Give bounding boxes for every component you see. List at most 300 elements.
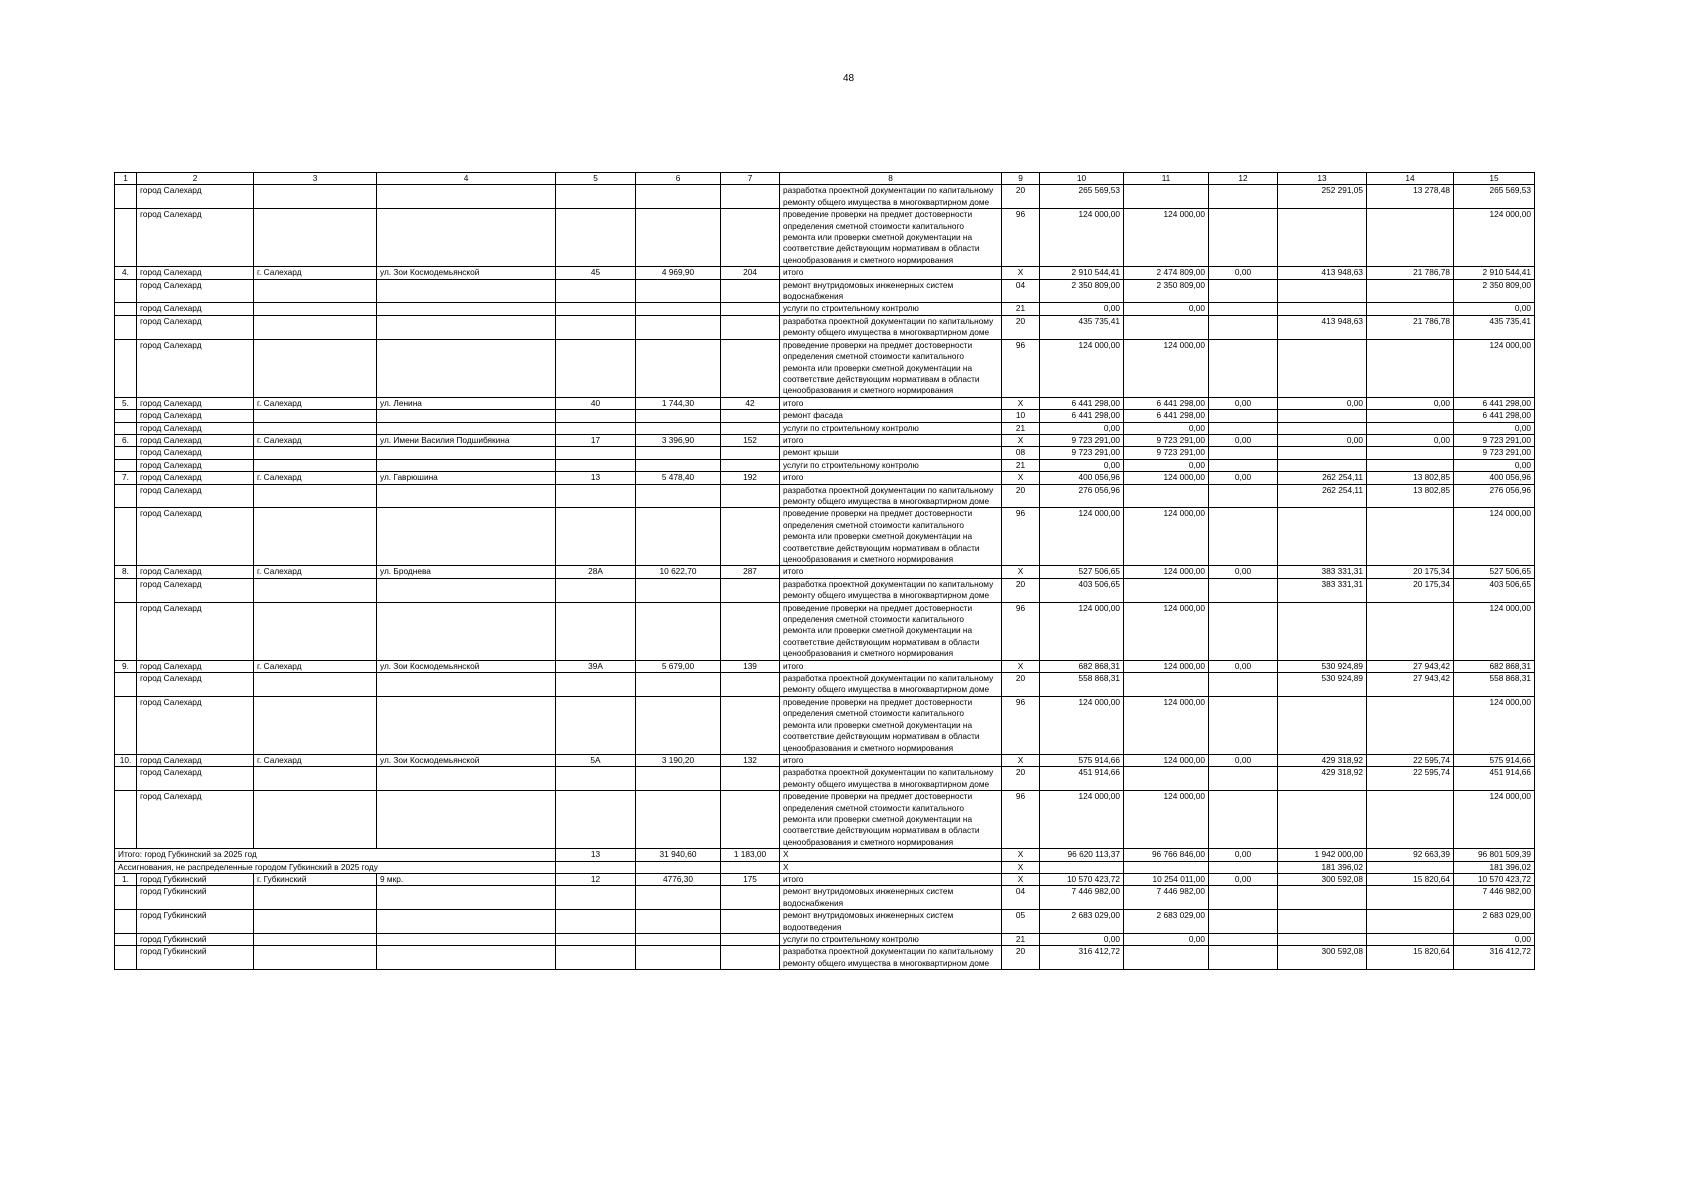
table-cell <box>115 303 137 315</box>
table-cell: 7. <box>115 472 137 484</box>
table-cell: 0,00 <box>1278 434 1367 446</box>
table-cell: 0,00 <box>1040 934 1124 946</box>
table-cell <box>254 315 377 339</box>
table-cell <box>1124 946 1209 970</box>
table-row <box>115 484 1535 508</box>
table-cell: 124 000,00 <box>1454 696 1535 754</box>
table-cell <box>636 279 721 303</box>
table-cell: 124 000,00 <box>1040 696 1124 754</box>
table-cell: 20 <box>1002 185 1040 209</box>
table-row <box>115 946 1535 970</box>
table-cell <box>636 934 721 946</box>
table-cell: 5А <box>556 754 636 766</box>
table-cell: 0,00 <box>1367 434 1454 446</box>
column-header: 11 <box>1124 173 1209 185</box>
table-cell <box>636 673 721 697</box>
table-cell: 451 914,66 <box>1040 767 1124 791</box>
table-cell: 3 396,90 <box>636 434 721 446</box>
table-cell: 4. <box>115 267 137 279</box>
table-cell <box>636 484 721 508</box>
table-cell: 6 441 298,00 <box>1040 410 1124 422</box>
table-cell <box>556 934 636 946</box>
table-cell <box>1278 886 1367 910</box>
table-cell <box>1209 339 1278 397</box>
table-cell: 21 <box>1002 459 1040 471</box>
table-cell: 530 924,89 <box>1278 660 1367 672</box>
table-cell: город Салехард <box>137 209 254 267</box>
table-cell <box>721 602 780 660</box>
table-cell: 124 000,00 <box>1124 508 1209 566</box>
table-row <box>115 410 1535 422</box>
table-cell <box>556 339 636 397</box>
table-cell: город Салехард <box>137 660 254 672</box>
table-cell <box>636 209 721 267</box>
table-cell: город Салехард <box>137 279 254 303</box>
table-cell <box>1278 459 1367 471</box>
table-cell <box>115 767 137 791</box>
table-cell <box>636 946 721 970</box>
table-cell <box>556 946 636 970</box>
table-cell: 7 446 982,00 <box>1454 886 1535 910</box>
table-cell: 5. <box>115 397 137 409</box>
table-cell: город Губкинский <box>137 934 254 946</box>
table-cell <box>377 185 556 209</box>
table-cell: 2 474 809,00 <box>1124 267 1209 279</box>
table-cell: г. Салехард <box>254 566 377 578</box>
table-cell: 28А <box>556 566 636 578</box>
table-cell: ул. Гаврюшина <box>377 472 556 484</box>
table-cell: город Салехард <box>137 339 254 397</box>
table-cell <box>556 696 636 754</box>
table-cell: ул. Зои Космодемьянской <box>377 754 556 766</box>
table-cell: 10 570 423,72 <box>1040 873 1124 885</box>
table-cell <box>1278 447 1367 459</box>
table-cell <box>556 410 636 422</box>
table-cell: проведение проверки на предмет достоверности определения сметной стоимости капитального ремонта или проверки сметной документации на соответствие действующим нормативам в области ценообразования и сметного нормирования <box>780 696 1002 754</box>
table-cell: 0,00 <box>1209 267 1278 279</box>
table-cell <box>1278 303 1367 315</box>
table-cell: г. Салехард <box>254 434 377 446</box>
table-cell <box>721 696 780 754</box>
total-label: Итого: город Губкинский за 2025 год <box>115 849 556 861</box>
table-cell <box>636 602 721 660</box>
table-cell <box>1367 339 1454 397</box>
table-row <box>115 886 1535 910</box>
table-cell <box>1278 410 1367 422</box>
table-cell: 27 943,42 <box>1367 660 1454 672</box>
table-cell: 124 000,00 <box>1040 791 1124 849</box>
table-cell: 0,00 <box>1209 566 1278 578</box>
table-cell: 0,00 <box>1278 397 1367 409</box>
table-cell: 0,00 <box>1124 303 1209 315</box>
table-cell <box>377 209 556 267</box>
table-cell: 4 969,90 <box>636 267 721 279</box>
table-cell: 9 723 291,00 <box>1124 434 1209 446</box>
table-cell <box>1209 696 1278 754</box>
table-cell <box>1124 861 1209 873</box>
table-row <box>115 185 1535 209</box>
table-cell: 6 441 298,00 <box>1454 410 1535 422</box>
table-row <box>115 267 1535 279</box>
table-cell: Х <box>1002 754 1040 766</box>
table-cell <box>377 791 556 849</box>
table-cell: 682 868,31 <box>1040 660 1124 672</box>
table-cell: услуги по строительному контролю <box>780 934 1002 946</box>
table-cell <box>115 602 137 660</box>
table-cell: 9. <box>115 660 137 672</box>
table-cell: г. Салехард <box>254 754 377 766</box>
table-cell: 05 <box>1002 910 1040 934</box>
table-cell: 124 000,00 <box>1124 602 1209 660</box>
table-cell: 6. <box>115 434 137 446</box>
table-cell: 400 056,96 <box>1040 472 1124 484</box>
table-cell: 6 441 298,00 <box>1124 410 1209 422</box>
table-cell <box>115 910 137 934</box>
table-cell <box>1209 209 1278 267</box>
table-cell <box>1278 910 1367 934</box>
table-cell <box>721 886 780 910</box>
table-cell <box>1367 886 1454 910</box>
table-cell: 300 592,08 <box>1278 873 1367 885</box>
table-cell <box>721 279 780 303</box>
table-cell <box>1209 508 1278 566</box>
table-cell: город Салехард <box>137 185 254 209</box>
table-cell <box>721 315 780 339</box>
table-cell <box>556 508 636 566</box>
table-cell: 13 278,48 <box>1367 185 1454 209</box>
table-cell <box>254 339 377 397</box>
table-cell: 2 910 544,41 <box>1454 267 1535 279</box>
table-cell: 96 <box>1002 339 1040 397</box>
table-cell <box>721 861 780 873</box>
table-cell <box>636 339 721 397</box>
column-header: 8 <box>780 173 1002 185</box>
table-cell <box>556 185 636 209</box>
table-cell <box>254 946 377 970</box>
table-cell: город Салехард <box>137 754 254 766</box>
table-cell: ул. Имени Василия Подшибякина <box>377 434 556 446</box>
table-cell: 400 056,96 <box>1454 472 1535 484</box>
table-cell: 1 942 000,00 <box>1278 849 1367 861</box>
table-cell: 124 000,00 <box>1454 209 1535 267</box>
table-cell <box>556 209 636 267</box>
table-cell <box>636 185 721 209</box>
table-cell: проведение проверки на предмет достоверности определения сметной стоимости капитального ремонта или проверки сметной документации на соответствие действующим нормативам в области ценообразования и сметного нормирования <box>780 791 1002 849</box>
table-cell <box>1367 209 1454 267</box>
table-cell <box>636 422 721 434</box>
table-cell <box>377 696 556 754</box>
table-cell: 9 723 291,00 <box>1454 434 1535 446</box>
table-cell <box>1209 673 1278 697</box>
table-cell <box>1367 696 1454 754</box>
table-cell <box>377 673 556 697</box>
table-row <box>115 696 1535 754</box>
table-cell <box>1209 578 1278 602</box>
table-cell: разработка проектной документации по капитальному ремонту общего имущества в многоквартирном доме <box>780 315 1002 339</box>
table-cell: 287 <box>721 566 780 578</box>
table-cell: 316 412,72 <box>1454 946 1535 970</box>
table-cell <box>1278 602 1367 660</box>
table-cell: 92 663,39 <box>1367 849 1454 861</box>
table-cell: ул. Броднева <box>377 566 556 578</box>
column-header: 14 <box>1367 173 1454 185</box>
table-cell: 204 <box>721 267 780 279</box>
table-cell <box>254 508 377 566</box>
table-cell: 0,00 <box>1454 459 1535 471</box>
table-cell <box>115 508 137 566</box>
table-cell: 413 948,63 <box>1278 315 1367 339</box>
table-cell <box>115 696 137 754</box>
table-cell: город Салехард <box>137 484 254 508</box>
table-cell: 9 723 291,00 <box>1124 447 1209 459</box>
table-row <box>115 279 1535 303</box>
table-cell <box>377 459 556 471</box>
table-cell <box>254 767 377 791</box>
table-cell: 15 820,64 <box>1367 873 1454 885</box>
table-cell: город Салехард <box>137 267 254 279</box>
table-cell <box>115 934 137 946</box>
table-cell: г. Салехард <box>254 397 377 409</box>
table-cell <box>254 185 377 209</box>
table-cell: 181 396,02 <box>1278 861 1367 873</box>
table-cell: 10. <box>115 754 137 766</box>
table-cell: Х <box>780 861 1002 873</box>
table-cell <box>377 410 556 422</box>
table-cell: 0,00 <box>1124 459 1209 471</box>
table-cell: 9 723 291,00 <box>1040 447 1124 459</box>
table-cell: 2 350 809,00 <box>1124 279 1209 303</box>
table-cell <box>1209 315 1278 339</box>
table-cell: 96 766 846,00 <box>1124 849 1209 861</box>
table-cell <box>1278 696 1367 754</box>
table-row <box>115 602 1535 660</box>
table-cell <box>115 339 137 397</box>
table-cell: Х <box>1002 861 1040 873</box>
table-row <box>115 303 1535 315</box>
table-cell <box>115 886 137 910</box>
table-row <box>115 910 1535 934</box>
table-row <box>115 673 1535 697</box>
table-cell: 21 786,78 <box>1367 315 1454 339</box>
table-cell <box>115 410 137 422</box>
table-cell <box>721 484 780 508</box>
table-cell <box>721 209 780 267</box>
table-cell <box>377 484 556 508</box>
table-cell: 265 569,53 <box>1040 185 1124 209</box>
table-cell: 0,00 <box>1209 849 1278 861</box>
table-cell: 96 <box>1002 696 1040 754</box>
table-cell <box>636 447 721 459</box>
table-cell <box>1367 861 1454 873</box>
table-cell <box>254 578 377 602</box>
table-cell <box>721 185 780 209</box>
table-cell: разработка проектной документации по капитальному ремонту общего имущества в многоквартирном доме <box>780 185 1002 209</box>
table-cell: 20 <box>1002 673 1040 697</box>
table-row <box>115 434 1535 446</box>
column-header: 9 <box>1002 173 1040 185</box>
total-row <box>115 861 1535 873</box>
table-cell <box>1209 303 1278 315</box>
table-row <box>115 934 1535 946</box>
table-cell: город Салехард <box>137 447 254 459</box>
page-number: 48 <box>842 73 855 84</box>
table-cell: г. Салехард <box>254 472 377 484</box>
table-cell <box>377 508 556 566</box>
table-cell: город Губкинский <box>137 886 254 910</box>
table-cell: 124 000,00 <box>1454 791 1535 849</box>
table-row <box>115 315 1535 339</box>
table-cell <box>254 602 377 660</box>
table-cell <box>1124 315 1209 339</box>
table-cell: разработка проектной документации по капитальному ремонту общего имущества в многоквартирном доме <box>780 673 1002 697</box>
table-cell: 403 506,65 <box>1454 578 1535 602</box>
table-row <box>115 459 1535 471</box>
table-cell: 575 914,66 <box>1454 754 1535 766</box>
table-cell <box>115 422 137 434</box>
table-cell <box>1124 484 1209 508</box>
table-cell: 21 786,78 <box>1367 267 1454 279</box>
table-cell: 0,00 <box>1209 397 1278 409</box>
table-cell <box>556 578 636 602</box>
table-cell: 0,00 <box>1454 303 1535 315</box>
table-cell <box>115 209 137 267</box>
table-cell: 10 570 423,72 <box>1454 873 1535 885</box>
table-cell <box>556 315 636 339</box>
table-cell: 682 868,31 <box>1454 660 1535 672</box>
table-cell: ремонт внутридомовых инженерных систем водоснабжения <box>780 886 1002 910</box>
table-cell: 252 291,05 <box>1278 185 1367 209</box>
table-cell <box>115 279 137 303</box>
table-cell <box>556 303 636 315</box>
table-cell <box>556 484 636 508</box>
table-cell: 10 254 011,00 <box>1124 873 1209 885</box>
table-cell <box>254 696 377 754</box>
table-cell: город Салехард <box>137 397 254 409</box>
table-cell: 124 000,00 <box>1124 339 1209 397</box>
table-cell: ремонт фасада <box>780 410 1002 422</box>
table-cell: 22 595,74 <box>1367 767 1454 791</box>
table-cell <box>254 459 377 471</box>
table-cell: итого <box>780 472 1002 484</box>
table-cell <box>721 910 780 934</box>
table-cell: 7 446 982,00 <box>1124 886 1209 910</box>
header-row <box>115 173 1535 185</box>
table-cell <box>636 315 721 339</box>
table-cell: 21 <box>1002 303 1040 315</box>
total-row <box>115 849 1535 861</box>
table-cell: Х <box>780 849 1002 861</box>
table-cell: 5 478,40 <box>636 472 721 484</box>
table-cell <box>254 886 377 910</box>
table-cell: 27 943,42 <box>1367 673 1454 697</box>
table-cell: 31 940,60 <box>636 849 721 861</box>
table-cell <box>1209 484 1278 508</box>
table-cell: проведение проверки на предмет достоверности определения сметной стоимости капитального ремонта или проверки сметной документации на соответствие действующим нормативам в области ценообразования и сметного нормирования <box>780 339 1002 397</box>
column-header: 7 <box>721 173 780 185</box>
table-cell: 124 000,00 <box>1124 696 1209 754</box>
table-cell <box>721 673 780 697</box>
table-cell: 21 <box>1002 422 1040 434</box>
table-cell: 20 <box>1002 578 1040 602</box>
table-cell: город Салехард <box>137 410 254 422</box>
table-cell: 39А <box>556 660 636 672</box>
table-cell <box>721 410 780 422</box>
table-cell: город Губкинский <box>137 910 254 934</box>
table-cell <box>1209 422 1278 434</box>
table-cell <box>556 886 636 910</box>
table-cell: 96 <box>1002 508 1040 566</box>
table-cell: 0,00 <box>1124 934 1209 946</box>
table-cell <box>1278 791 1367 849</box>
table-cell: город Салехард <box>137 315 254 339</box>
table-cell: разработка проектной документации по капитальному ремонту общего имущества в многоквартирном доме <box>780 578 1002 602</box>
column-header: 2 <box>137 173 254 185</box>
table-cell: итого <box>780 267 1002 279</box>
table-cell <box>1209 886 1278 910</box>
table-cell: 0,00 <box>1124 422 1209 434</box>
table-cell <box>1209 791 1278 849</box>
table-cell: 1 744,30 <box>636 397 721 409</box>
table-cell: 4776,30 <box>636 873 721 885</box>
table-cell: 262 254,11 <box>1278 484 1367 508</box>
table-cell: 429 318,92 <box>1278 767 1367 791</box>
table-cell: Х <box>1002 434 1040 446</box>
table-cell: 2 350 809,00 <box>1454 279 1535 303</box>
table-cell <box>115 791 137 849</box>
table-row <box>115 566 1535 578</box>
table-cell: итого <box>780 660 1002 672</box>
table-cell: город Салехард <box>137 434 254 446</box>
table-cell <box>556 447 636 459</box>
table-cell <box>115 673 137 697</box>
table-cell: 13 <box>556 472 636 484</box>
table-cell: 558 868,31 <box>1040 673 1124 697</box>
table-cell: услуги по строительному контролю <box>780 303 1002 315</box>
table-cell <box>115 447 137 459</box>
table-cell <box>636 767 721 791</box>
table-cell: 13 802,85 <box>1367 472 1454 484</box>
table-cell <box>377 934 556 946</box>
table-cell <box>1367 508 1454 566</box>
table-cell <box>115 185 137 209</box>
table-row <box>115 447 1535 459</box>
table-cell: проведение проверки на предмет достоверности определения сметной стоимости капитального ремонта или проверки сметной документации на соответствие действующим нормативам в области ценообразования и сметного нормирования <box>780 602 1002 660</box>
table-cell: 124 000,00 <box>1454 602 1535 660</box>
table-cell: город Салехард <box>137 696 254 754</box>
table-cell: 10 <box>1002 410 1040 422</box>
table-cell <box>636 861 721 873</box>
table-row <box>115 791 1535 849</box>
table-cell: г. Салехард <box>254 267 377 279</box>
table-cell <box>1367 791 1454 849</box>
capital-repair-table <box>114 172 1535 970</box>
table-cell <box>556 767 636 791</box>
table-row <box>115 767 1535 791</box>
table-cell: 383 331,31 <box>1278 578 1367 602</box>
table-cell: 6 441 298,00 <box>1124 397 1209 409</box>
table-cell: 0,00 <box>1209 873 1278 885</box>
table-cell: 527 506,65 <box>1040 566 1124 578</box>
column-header: 3 <box>254 173 377 185</box>
table-cell <box>1209 861 1278 873</box>
table-cell: 124 000,00 <box>1454 339 1535 397</box>
table-cell: г. Губкинский <box>254 873 377 885</box>
table-cell: 04 <box>1002 279 1040 303</box>
table-cell <box>556 861 636 873</box>
table-cell: город Салехард <box>137 459 254 471</box>
column-header: 10 <box>1040 173 1124 185</box>
table-cell <box>1209 767 1278 791</box>
